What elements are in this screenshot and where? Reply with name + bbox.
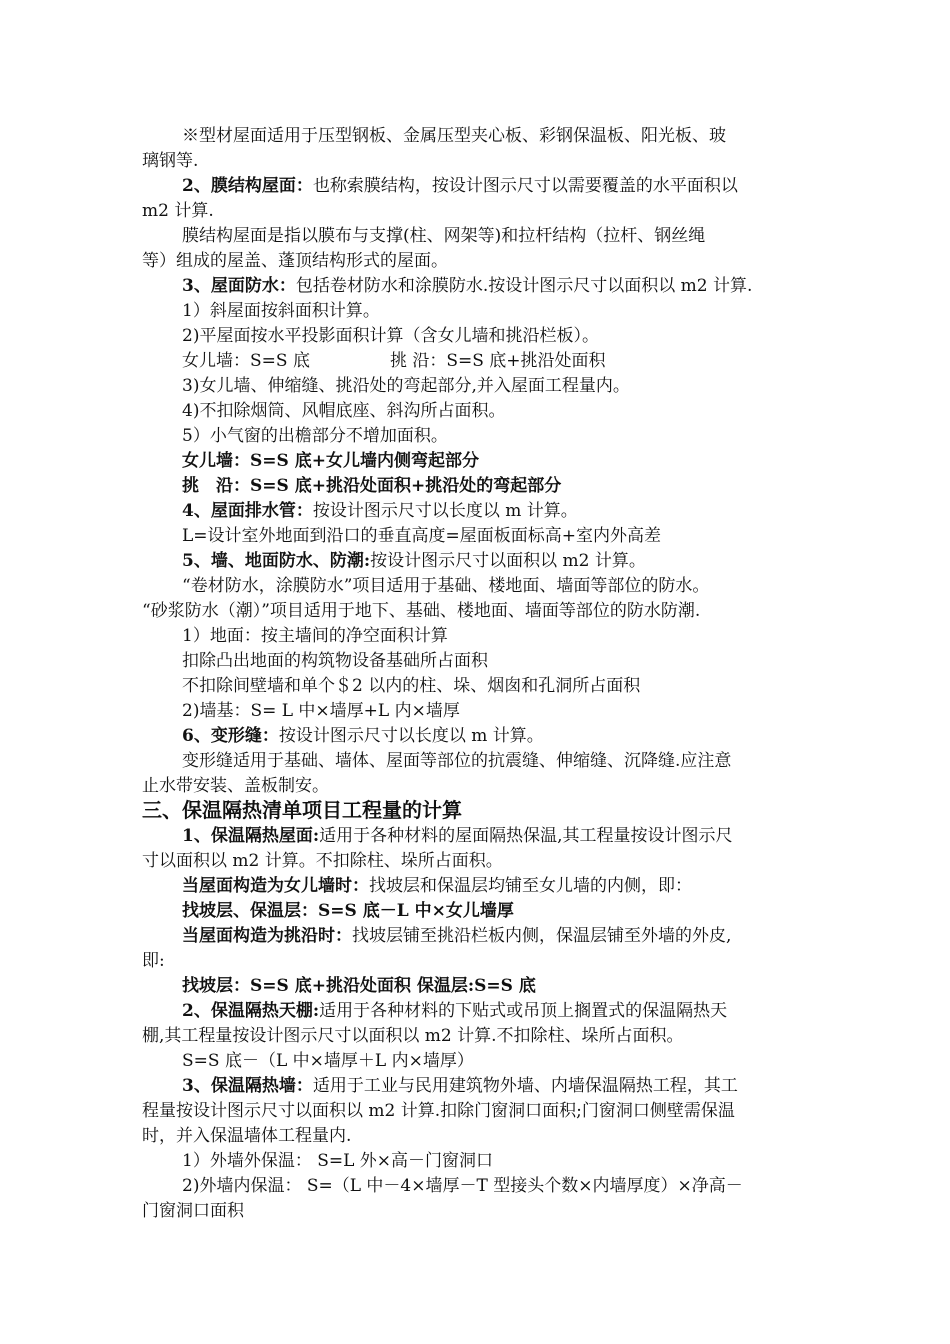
text-line: L=设计室外地面到沿口的垂直高度=屋面板面标高+室内外高差 <box>182 526 662 546</box>
text-line: 女儿墙：S=S 底+女儿墙内侧弯起部分 <box>182 451 479 471</box>
text-line: 3)女儿墙、伸缩缝、挑沿处的弯起部分,并入屋面工程量内。 <box>182 376 630 396</box>
text-line <box>182 924 810 949</box>
text-line: 变形缝适用于基础、墙体、屋面等部位的抗震缝、伸缩缝、沉降缝.应注意 <box>182 751 732 771</box>
text-span: 女儿墙：S=S 底 <box>182 351 310 371</box>
text-span: 挑 沿：S=S 底+挑沿处面积 <box>389 351 606 371</box>
section-heading: 三、保温隔热清单项目工程量的计算 <box>142 798 462 822</box>
text-line: 2)外墙内保温： S=（L 中－4×墙厚－T 型接头个数×内墙厚度）×净高－ <box>182 1176 743 1196</box>
text-line: 寸以面积以 m2 计算。不扣除柱、垛所占面积。 <box>142 851 503 871</box>
section-title: 5、墙、地面防水、防潮: <box>182 551 371 571</box>
text-span: 包括卷材防水和涂膜防水.按设计图示尺寸以面积以 m2 计算. <box>295 276 753 296</box>
text-line: 时，并入保温墙体工程量内. <box>142 1126 352 1146</box>
text-span: 适用于各种材料的下贴式或吊顶上搁置式的保温隔热天 <box>319 1001 728 1021</box>
section-title: 当屋面构造为挑沿时： <box>182 926 352 946</box>
section-title: 2、膜结构屋面： <box>182 176 313 196</box>
text-line: 膜结构屋面是指以膜布与支撑(柱、网架等)和拉杆结构（拉杆、钢丝绳 <box>182 226 706 246</box>
text-span: 找坡层和保温层均铺至女儿墙的内侧，即： <box>369 876 692 896</box>
text-line: 止水带安装、盖板制安。 <box>142 776 329 796</box>
text-line: S=S 底－（L 中×墙厚＋L 内×墙厚） <box>182 1051 474 1071</box>
text-span: 也称索膜结构，按设计图示尺寸以需要覆盖的水平面积以 <box>312 176 738 196</box>
text-line: 1）地面：按主墙间的净空面积计算 <box>182 626 448 646</box>
section-title: 4、屋面排水管： <box>182 501 313 521</box>
text-span: 按设计图示尺寸以面积以 m2 计算。 <box>370 551 646 571</box>
text-line: 门窗洞口面积 <box>142 1201 244 1221</box>
text-line: 4)不扣除烟筒、风帽底座、斜沟所占面积。 <box>182 401 506 421</box>
text-line: 程量按设计图示尺寸以面积以 m2 计算.扣除门窗洞口面积;门窗洞口侧壁需保温 <box>142 1101 735 1121</box>
text-line: 2)墙基：S= L 中×墙厚+L 内×墙厚 <box>182 701 460 721</box>
text-span: 按设计图示尺寸以长度以 m 计算。 <box>278 726 544 746</box>
text-line: 棚,其工程量按设计图示尺寸以面积以 m2 计算.不扣除柱、垛所占面积。 <box>142 1026 684 1046</box>
text-line <box>182 274 810 299</box>
text-line: 璃钢等. <box>142 151 199 171</box>
text-span: 找坡层铺至挑沿栏板内侧，保温层铺至外墙的外皮, <box>352 926 732 946</box>
text-line <box>182 349 810 374</box>
text-line: “砂浆防水（潮）”项目适用于地下、基础、楼地面、墙面等部位的防水防潮. <box>142 601 701 621</box>
text-line <box>182 824 810 849</box>
text-line: 找坡层：S=S 底+挑沿处面积 保温层:S=S 底 <box>182 976 536 996</box>
text-line <box>182 174 810 199</box>
section-title: 当屋面构造为女儿墙时： <box>182 876 369 896</box>
text-line: 5）小气窗的出檐部分不增加面积。 <box>182 426 448 446</box>
text-line <box>182 499 810 524</box>
text-line: m2 计算. <box>142 201 214 221</box>
text-line: 1）斜屋面按斜面积计算。 <box>182 301 380 321</box>
text-line <box>182 724 810 749</box>
text-line <box>182 1074 810 1099</box>
text-line: 不扣除间壁墙和单个＄2 以内的柱、垛、烟囱和孔洞所占面积 <box>182 676 641 696</box>
section-title: 3、屋面防水： <box>182 276 296 296</box>
text-line: 扣除凸出地面的构筑物设备基础所占面积 <box>182 651 488 671</box>
text-span: 按设计图示尺寸以长度以 m 计算。 <box>312 501 578 521</box>
text-line: 挑 沿：S=S 底+挑沿处面积+挑沿处的弯起部分 <box>182 476 562 496</box>
text-span: 适用于各种材料的屋面隔热保温,其工程量按设计图示尺 <box>319 826 733 846</box>
text-line <box>182 874 810 899</box>
section-title: 2、保温隔热天棚: <box>182 1001 320 1021</box>
text-line: 1）外墙外保温： S=L 外×高－门窗洞口 <box>182 1151 494 1171</box>
text-line: ※型材屋面适用于压型钢板、金属压型夹心板、彩钢保温板、阳光板、玻 <box>182 126 726 146</box>
text-line: 找坡层、保温层：S=S 底－L 中×女儿墙厚 <box>182 901 514 921</box>
text-line: 等）组成的屋盖、蓬顶结构形式的屋面。 <box>142 251 448 271</box>
text-line <box>182 999 810 1024</box>
text-line: 2)平屋面按水平投影面积计算（含女儿墙和挑沿栏板）。 <box>182 326 599 346</box>
text-span: 适用于工业与民用建筑物外墙、内墙保温隔热工程，其工 <box>312 1076 738 1096</box>
text-line: “卷材防水，涂膜防水”项目适用于基础、楼地面、墙面等部位的防水。 <box>182 576 710 596</box>
section-title: 3、保温隔热墙： <box>182 1076 313 1096</box>
text-line: 即: <box>142 951 165 971</box>
section-title: 6、变形缝： <box>182 726 279 746</box>
section-title: 1、保温隔热屋面: <box>182 826 320 846</box>
text-line <box>182 549 810 574</box>
